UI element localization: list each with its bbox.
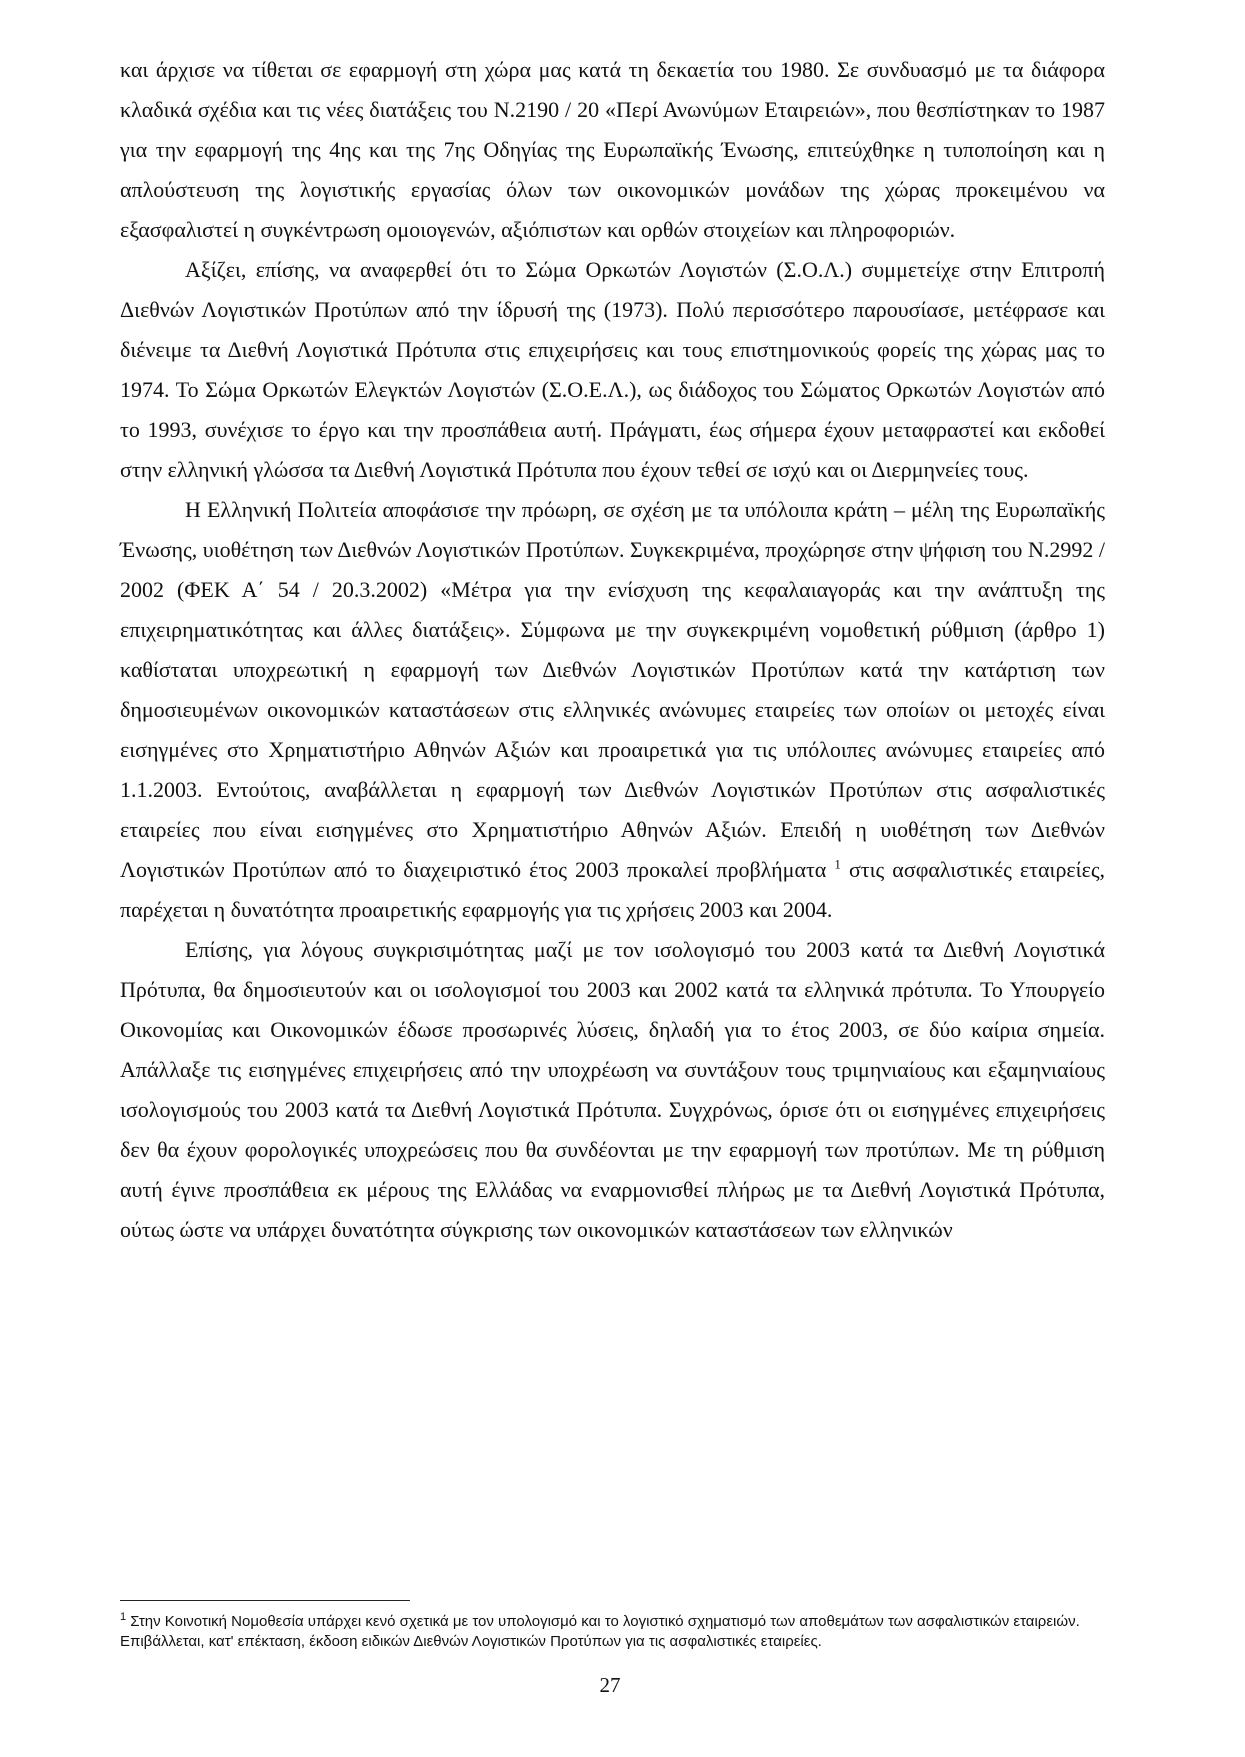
paragraph-4: Επίσης, για λόγους συγκρισιμότητας μαζί με τον ισολογισμό του 2003 κατά τα Διεθνή Λογιστικά Πρότυπα, θα δημοσιευτούν και οι ισολογισμοί του 2003 και 2002 κατά τα ελληνικά πρότυπα. Το Υπουργείο Οικονομίας και Οικονομικών έδωσε προσωρινές λύσεις, δηλαδή για το έτος 2003, σε δύο καίρια σημεία. Απάλλαξε τις εισηγμένες επιχειρήσεις από την υποχρέωση να συντάξουν τους τριμηνιαίους και εξαμηνιαίους ισολογισμούς του 2003 κατά τα Διεθνή Λογιστικά Πρότυπα. Συγχρόνως, όρισε ότι οι εισηγμένες επιχειρήσεις δεν θα έχουν φορολογικές υποχρεώσεις που θα συνδέονται με την εφαρμογή των προτύπων. Με τη ρύθμιση αυτή έγινε προσπάθεια εκ μέρους της Ελλάδας να εναρμονισθεί πλήρως με τα Διεθνή Λογιστικά Πρότυπα, ούτως ώστε να υπάρχει δυνατότητα σύγκρισης των οικονομικών καταστάσεων των ελληνικών	[120, 937, 1105, 1242]
page-number: 27	[599, 1673, 621, 1697]
paragraph-3	[120, 490, 1105, 930]
paragraph-2: Αξίζει, επίσης, να αναφερθεί ότι το Σώμα Ορκωτών Λογιστών (Σ.Ο.Λ.) συμμετείχε στην Επιτροπή Διεθνών Λογιστικών Προτύπων από την ίδρυσή της (1973). Πολύ περισσότερο παρουσίασε, μετέφρασε και διένειμε τα Διεθνή Λογιστικά Πρότυπα στις επιχειρήσεις και τους επιστημονικούς φορείς της χώρας μας το 1974. Το Σώμα Ορκωτών Ελεγκτών Λογιστών (Σ.Ο.Ε.Λ.), ως διάδοχος του Σώματος Ορκωτών Λογιστών από το 1993, συνέχισε το έργο και την προσπάθεια αυτή. Πράγματι, έως σήμερα έχουν μεταφραστεί και εκδοθεί στην ελληνική γλώσσα τα Διεθνή Λογιστικά Πρότυπα που έχουν τεθεί σε ισχύ και οι Διερμηνείες τους.	[120, 257, 1105, 482]
footnote-separator	[120, 1600, 410, 1601]
paragraph-1: και άρχισε να τίθεται σε εφαρμογή στη χώρα μας κατά τη δεκαετία του 1980. Σε συνδυασμό με τα διάφορα κλαδικά σχέδια και τις νέες διατάξεις του Ν.2190 / 20 «Περί Ανωνύμων Εταιρειών», που θεσπίστηκαν το 1987 για την εφαρμογή της 4ης και της 7ης Οδηγίας της Ευρωπαϊκής Ένωσης, επιτεύχθηκε η τυποποίηση και η απλούστευση της λογιστικής εργασίας όλων των οικονομικών μονάδων της χώρας προκειμένου να εξασφαλιστεί η συγκέντρωση ομοιογενών, αξιόπιστων και ορθών στοιχείων και πληροφοριών.	[120, 57, 1105, 242]
paragraph-3-part-2: στις ασφαλιστικές εταιρείες, παρέχεται η δυνατότητα προαιρετικής εφαρμογής για τις χρήσεις 2003 και 2004.	[120, 857, 1106, 922]
body-text	[120, 50, 1105, 1250]
footnote-text: Στην Κοινοτική Νομοθεσία υπάρχει κενό σχετικά με τον υπολογισμό και το λογιστικό σχηματισμό των αποθεμάτων των ασφαλιστικών εταιρειών. Επιβάλλεται, κατ' επέκταση, έκδοση ειδικών Διεθνών Λογιστικών Προτύπων για τις ασφαλιστικές εταιρείες.	[120, 1613, 1080, 1650]
footnote-number: 1	[120, 1611, 127, 1623]
paragraph-3-part-1: Η Ελληνική Πολιτεία αποφάσισε την πρόωρη, σε σχέση με τα υπόλοιπα κράτη – μέλη της Ευρωπαϊκής Ένωσης, υιοθέτηση των Διεθνών Λογιστικών Προτύπων. Συγκεκριμένα, προχώρησε στην ψήφιση του Ν.2992 / 2002 (ΦΕΚ Α΄ 54 / 20.3.2002) «Μέτρα για την ενίσχυση της κεφαλαιαγοράς και την ανάπτυξη της επιχειρηματικότητας και άλλες διατάξεις». Σύμφωνα με την συγκεκριμένη νομοθετική ρύθμιση (άρθρο 1) καθίσταται υποχρεωτική η εφαρμογή των Διεθνών Λογιστικών Προτύπων κατά την κατάρτιση των δημοσιευμένων οικονομικών καταστάσεων στις ελληνικές ανώνυμες εταιρείες των οποίων οι μετοχές είναι εισηγμένες στο Χρηματιστήριο Αθηνών Αξιών και προαιρετικά για τις υπόλοιπες ανώνυμες εταιρείες από 1.1.2003. Εντούτοις, αναβάλλεται η εφαρμογή των Διεθνών Λογιστικών Προτύπων στις ασφαλιστικές εταιρείες που είναι εισηγμένες στο Χρηματιστήριο Αθηνών Αξιών. Επειδή η υιοθέτηση των Διεθνών Λογιστικών Προτύπων από το διαχειριστικό έτος 2003 προκαλεί προβλήματα	[120, 497, 1105, 882]
footnote-reference: 1	[834, 856, 841, 872]
footnote	[120, 1612, 1105, 1652]
